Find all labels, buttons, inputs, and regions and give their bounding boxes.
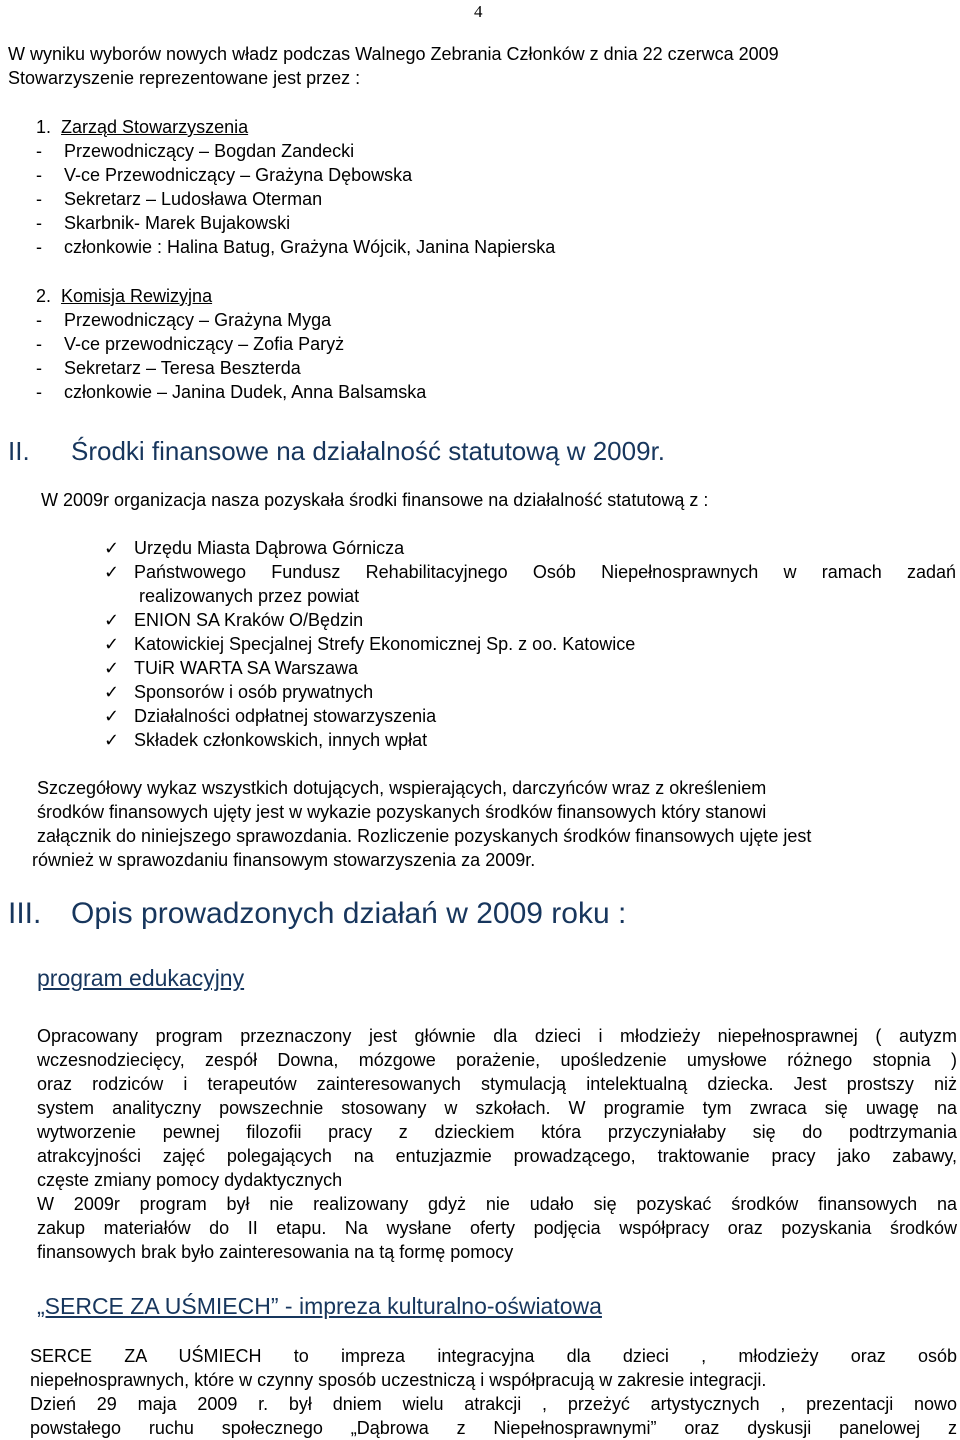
board-title: Zarząd Stowarzyszenia [61,117,249,137]
checkmark-icon: ✓ [104,538,120,559]
audit-member: - Sekretarz – Teresa Beszterda [36,358,301,378]
detail-line: również w sprawozdaniu finansowym stowarzyszenia za 2009r. [32,850,536,870]
audit-number: 2. [36,286,52,306]
source-item: ✓ ENION SA Kraków O/Będzin [104,610,364,631]
source-item: ✓ TUiR WARTA SA Warszawa [104,658,359,679]
board-member: - V-ce Przewodniczący – Grażyna Dębowska [36,165,413,185]
intro-line-2: Stowarzyszenie reprezentowane jest przez : [8,68,361,88]
checkmark-icon: ✓ [104,562,120,583]
section3-title: Opis prowadzonych działań w 2009 roku : [71,897,627,930]
source-item: ✓ Państwowego Fundusz Rehabilitacyjnego Osób Niepełnosprawnych w ramach zadań [104,562,956,583]
board-heading [36,115,248,139]
source-item: ✓ Działalności odpłatnej stowarzyszenia [104,706,437,727]
detail-line: załącznik do niniejszego sprawozdania. Rozliczenie pozyskanych środków finansowych ujęte jest [37,826,812,846]
checkmark-icon: ✓ [104,706,120,727]
dash-marker: - [36,189,42,209]
source-item: ✓ Sponsorów i osób prywatnych [104,682,374,703]
intro-line-1: W wyniku wyborów nowych władz podczas Walnego Zebrania Członków z dnia 22 czerwca 2009 [8,44,779,64]
board-number: 1. [36,117,52,137]
serce-title: „SERCE ZA UŚMIECH” - impreza kulturalno-oświatowa [37,1293,602,1319]
dash-marker: - [36,334,42,354]
dash-marker: - [36,165,42,185]
program-line: oraz rodziców i terapeutów zainteresowanych stymulacją intelektualną dziecka. Jest prostszy niż [37,1074,957,1094]
dash-marker: - [36,213,42,233]
board-member: - członkowie : Halina Batug, Grażyna Wójcik, Janina Napierska [36,237,556,257]
source-item: ✓ Urzędu Miasta Dąbrowa Górnicza [104,538,405,559]
checkmark-icon: ✓ [104,658,120,679]
program-line: Opracowany program przeznaczony jest głównie dla dzieci i młodzieży niepełnosprawnej ( autyzm [37,1026,957,1046]
program-line: W 2009r program był nie realizowany gdyż nie udało się pozyskać środków finansowych na [37,1194,957,1214]
serce-line: Dzień 29 maja 2009 r. był dniem wielu atrakcji , przeżyć artystycznych , prezentacji nowo [30,1394,957,1414]
program-line: wczesnodziecięcy, zespół Downa, mózgowe porażenie, upośledzenie umysłowe różnego stopnia ) [37,1050,957,1070]
audit-member: - członkowie – Janina Dudek, Anna Balsamska [36,382,427,402]
source-continuation: realizowanych przez powiat [139,586,360,606]
program-line: finansowych brak było zainteresowania na tą formę pomocy [37,1242,514,1262]
audit-title: Komisja Rewizyjna [61,286,213,306]
audit-heading [36,284,212,308]
board-member: - Przewodniczący – Bogdan Zandecki [36,141,355,161]
dash-marker: - [36,358,42,378]
dash-marker: - [36,382,42,402]
section2-numeral: II. [8,436,30,466]
program-line: wytworzenie pewnej filozofii pracy z dzieckiem która przyczyniałaby się do podtrzymania [37,1122,957,1142]
program-line: system analityczny powszechnie stosowany w szkołach. W programie tym zwraca się uwagę na [37,1098,957,1118]
source-item: ✓ Katowickiej Specjalnej Strefy Ekonomicznej Sp. z oo. Katowice [104,634,636,655]
board-member: - Sekretarz – Ludosława Oterman [36,189,323,209]
serce-line: niepełnosprawnych, które w czynny sposób uczestniczą i współpracują w zakresie integracji. [30,1370,767,1390]
source-item: ✓ Składek członkowskich, innych wpłat [104,730,428,751]
dash-marker: - [36,310,42,330]
serce-line: SERCE ZA UŚMIECH to impreza integracyjna dla dzieci , młodzieży oraz osób [30,1346,957,1366]
dash-marker: - [36,141,42,161]
program-title: program edukacyjny [37,965,245,991]
page-number: 4 [474,2,483,21]
checkmark-icon: ✓ [104,730,120,751]
dash-marker: - [36,237,42,257]
section2-intro: W 2009r organizacja nasza pozyskała środki finansowe na działalność statutową z : [41,490,709,510]
section3-numeral: III. [8,897,42,930]
program-line: atrakcyjności zajęć polegających na entuzjazmie prowadzącego, traktowanie pracy jako zabawy, [37,1146,957,1166]
detail-line: Szczegółowy wykaz wszystkich dotujących, wspierających, darczyńców wraz z określeniem [37,778,767,798]
program-line: częste zmiany pomocy dydaktycznych [37,1170,343,1190]
checkmark-icon: ✓ [104,610,120,631]
board-member: - Skarbnik- Marek Bujakowski [36,213,291,233]
checkmark-icon: ✓ [104,634,120,655]
audit-member: - V-ce przewodniczący – Zofia Paryż [36,334,345,354]
detail-line: środków finansowych ujęty jest w wykazie pozyskanych środków finansowych który stanowi [37,802,767,822]
checkmark-icon: ✓ [104,682,120,703]
section2-title: Środki finansowe na działalność statutową w 2009r. [71,436,666,466]
serce-line: powstałego ruchu społecznego „Dąbrowa z Niepełnosprawnymi” oraz dyskusji panelowej z [30,1418,957,1438]
program-line: zakup materiałów do II etapu. Na wysłane oferty podjęcia współpracy oraz pozyskania środków [37,1218,957,1238]
audit-member: - Przewodniczący – Grażyna Myga [36,310,332,330]
